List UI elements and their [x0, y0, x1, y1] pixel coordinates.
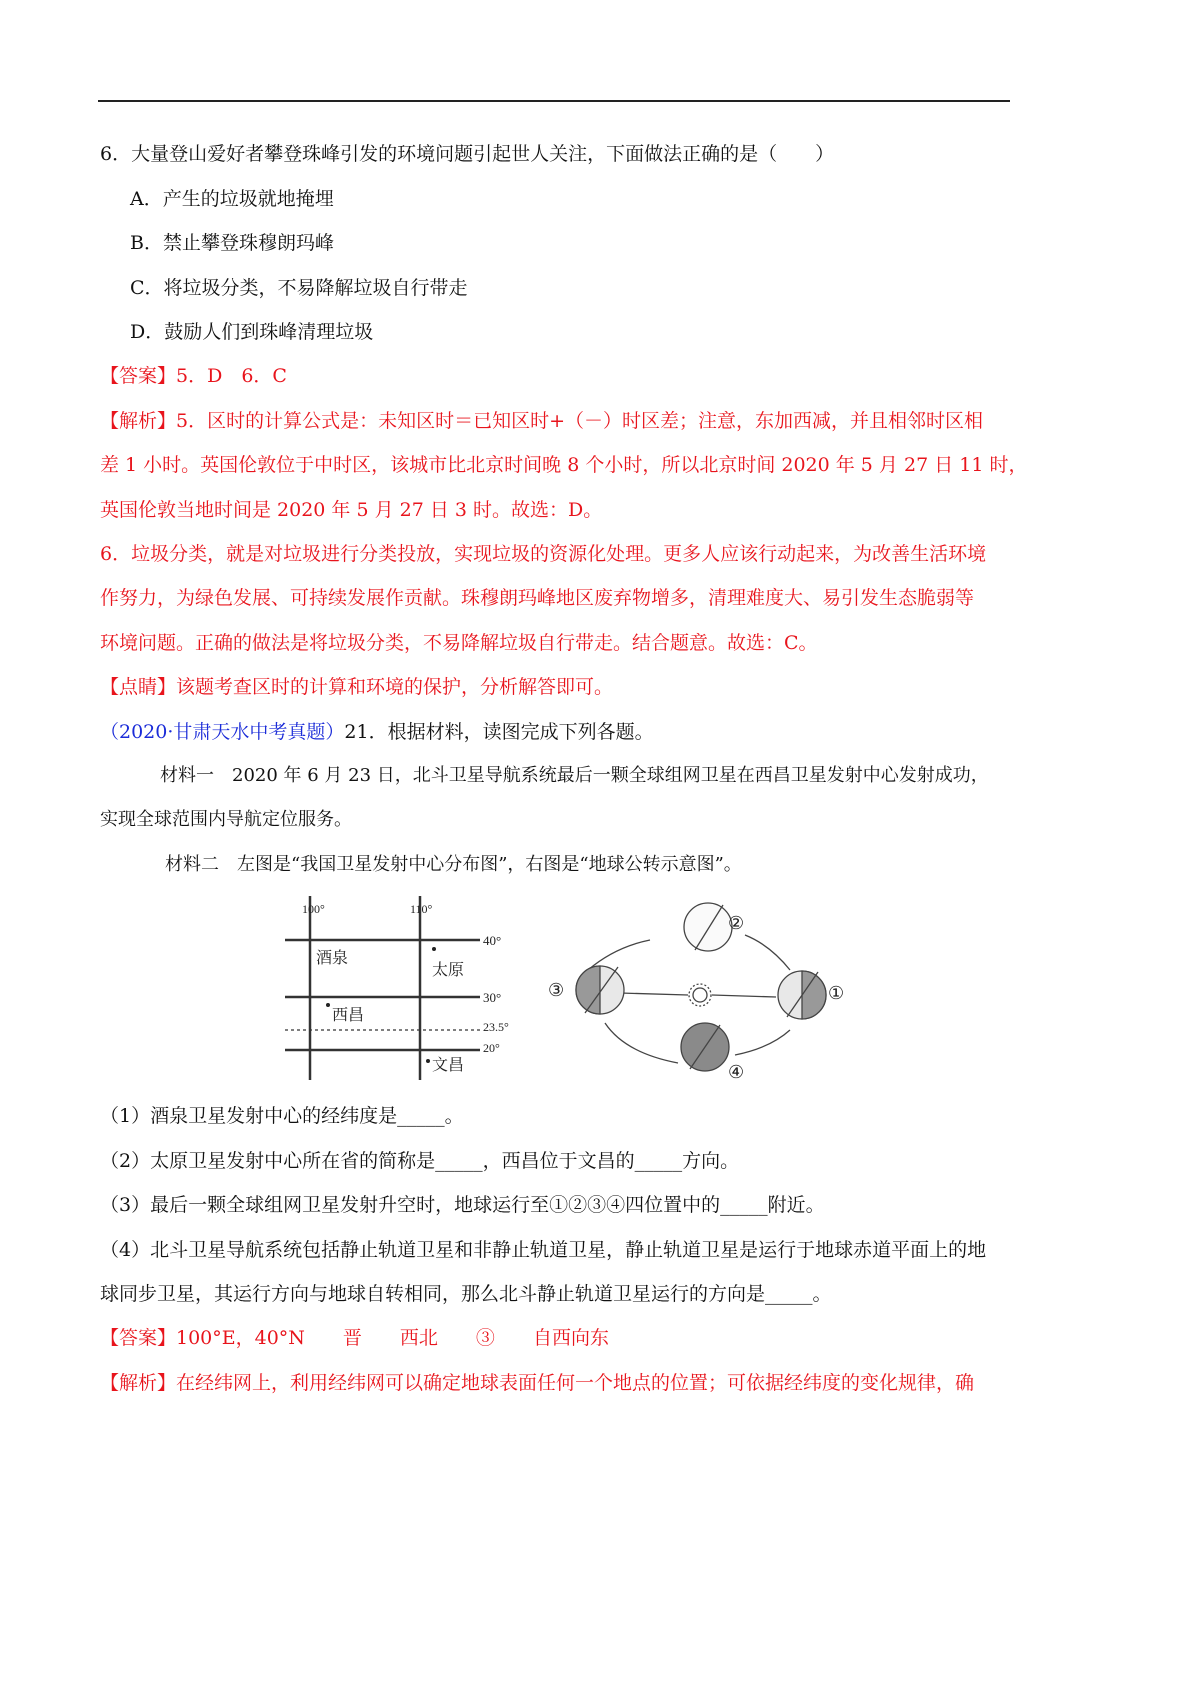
lon-label: 100° — [302, 902, 325, 916]
option-d: D．鼓励人们到珠峰清理垃圾 — [130, 321, 374, 343]
sub-question-3: （3）最后一颗全球组网卫星发射升空时，地球运行至①②③④四位置中的_____附近。 — [100, 1194, 825, 1216]
header-rule — [98, 100, 1010, 102]
option-b: B．禁止攀登珠穆朗玛峰 — [130, 232, 334, 254]
option-a: A．产生的垃圾就地掩埋 — [130, 188, 334, 210]
figure-maps — [280, 895, 860, 1095]
lat-label: 20° — [483, 1041, 500, 1055]
material-2: 材料二 左图是“我国卫星发射中心分布图”，右图是“地球公转示意图”。 — [165, 854, 742, 875]
explanation-21: 【解析】在经纬网上，利用经纬网可以确定地球表面任何一个地点的位置；可依据经纬度的变化规律，确 — [100, 1372, 975, 1394]
explanation-line: 英国伦敦当地时间是 2020 年 5 月 27 日 3 时。故选：D。 — [100, 499, 603, 521]
position-2: ② — [728, 913, 745, 933]
lat-lon-grid-map — [285, 896, 509, 1080]
explanation-line: 作努力，为绿色发展、可持续发展作贡献。珠穆朗玛峰地区废弃物增多，清理难度大、易引发生态脆弱等 — [100, 587, 975, 609]
lat-label: 40° — [483, 933, 502, 948]
city-label: 文昌 — [432, 1057, 465, 1074]
sub-question-1: （1）酒泉卫星发射中心的经纬度是_____。 — [100, 1105, 464, 1127]
answer-21: 【答案】100°E，40°N 晋 西北 ③ 自西向东 — [100, 1327, 609, 1349]
option-c: C．将垃圾分类，不易降解垃圾自行带走 — [130, 277, 468, 299]
tip: 【点睛】该题考查区时的计算和环境的保护，分析解答即可。 — [100, 676, 614, 698]
explanation-line: 环境问题。正确的做法是将垃圾分类，不易降解垃圾自行带走。结合题意。故选：C。 — [100, 632, 818, 654]
question-21-stem — [100, 720, 654, 744]
material-1-cont: 实现全球范围内导航定位服务。 — [100, 809, 352, 830]
city-label: 西昌 — [332, 1007, 365, 1024]
question-source: （2020·甘肃天水中考真题） — [100, 721, 345, 743]
lat-label: 23.5° — [483, 1020, 509, 1034]
question-6-stem: 6．大量登山爱好者攀登珠峰引发的环境问题引起世人关注，下面做法正确的是（ ） — [100, 143, 835, 165]
position-3: ③ — [548, 980, 565, 1000]
city-label: 太原 — [432, 962, 465, 979]
position-4: ④ — [728, 1062, 745, 1082]
sub-question-4-cont: 球同步卫星，其运行方向与地球自转相同，那么北斗静止轨道卫星运行的方向是_____。 — [100, 1283, 832, 1305]
earth-revolution-diagram — [548, 903, 844, 1082]
lat-label: 30° — [483, 990, 502, 1005]
explanation-line: 差 1 小时。英国伦敦位于中时区，该城市比北京时间晚 8 个小时，所以北京时间 2020 年 5 月 27 日 11 时， — [100, 454, 1028, 476]
question-21-text: 21．根据材料，读图完成下列各题。 — [344, 721, 654, 743]
explanation-line: 6．垃圾分类，就是对垃圾进行分类投放，实现垃圾的资源化处理。更多人应该行动起来，为改善生活环境 — [100, 543, 987, 565]
position-1: ① — [828, 983, 845, 1003]
sub-question-4: （4）北斗卫星导航系统包括静止轨道卫星和非静止轨道卫星，静止轨道卫星是运行于地球赤道平面上的地 — [100, 1239, 987, 1261]
answer-5-6: 【答案】5．D 6．C — [100, 365, 287, 387]
sub-question-2: （2）太原卫星发射中心所在省的简称是_____，西昌位于文昌的_____方向。 — [100, 1150, 740, 1172]
city-label: 酒泉 — [316, 950, 349, 967]
explanation-line: 【解析】5．区时的计算公式是：未知区时＝已知区时+（－）时区差；注意，东加西减，并且相邻时区相 — [100, 410, 984, 432]
material-1: 材料一 2020 年 6 月 23 日，北斗卫星导航系统最后一颗全球组网卫星在西昌卫星发射中心发射成功， — [160, 765, 989, 786]
lon-label: 110° — [410, 902, 433, 916]
